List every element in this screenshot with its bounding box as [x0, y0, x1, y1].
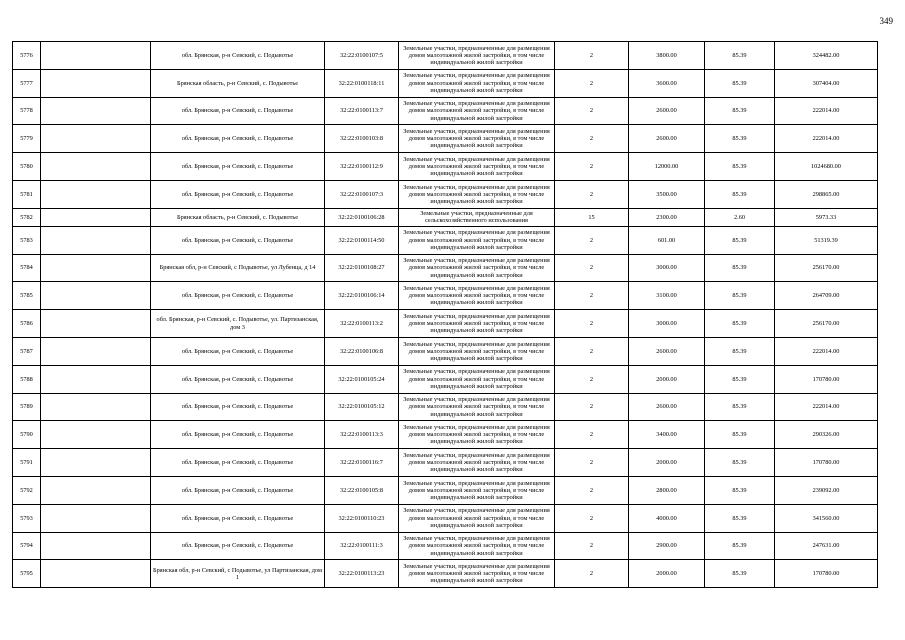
cell-land-purpose: Земельные участки, предназначенные для размещения домов малоэтажной жилой застройки, в том числе индивидуальной жилой застройки	[399, 226, 555, 254]
cell-empty	[41, 125, 151, 153]
cell-rate: 85.39	[705, 560, 775, 588]
cell-cadastral-value: 51319.39	[775, 226, 878, 254]
table-row	[13, 208, 878, 226]
cell-rate: 85.39	[705, 254, 775, 282]
cell-number: 5795	[13, 560, 41, 588]
cell-group-code: 2	[555, 310, 629, 338]
table-row	[13, 310, 878, 338]
cell-rate: 85.39	[705, 449, 775, 477]
cell-land-purpose: Земельные участки, предназначенные для размещения домов малоэтажной жилой застройки, в том числе индивидуальной жилой застройки	[399, 125, 555, 153]
table-row	[13, 532, 878, 560]
cell-address: обл. Брянская, р-н Севский, с. Подывотье	[151, 449, 325, 477]
cell-cadastral-value: 222014.00	[775, 97, 878, 125]
table-row	[13, 226, 878, 254]
cell-number: 5779	[13, 125, 41, 153]
table-row	[13, 254, 878, 282]
cell-land-purpose: Земельные участки, предназначенные для размещения домов малоэтажной жилой застройки, в том числе индивидуальной жилой застройки	[399, 504, 555, 532]
cell-cadastral-value: 239092.00	[775, 476, 878, 504]
cell-number: 5791	[13, 449, 41, 477]
cell-empty	[41, 97, 151, 125]
cell-address: Брянская область, р-н Севский, с. Подывотье	[151, 208, 325, 226]
table-row	[13, 365, 878, 393]
cell-empty	[41, 476, 151, 504]
cell-area: 3000.00	[629, 310, 705, 338]
land-registry-table	[12, 41, 878, 588]
cell-cadastral-value: 341560.00	[775, 504, 878, 532]
cell-rate: 85.39	[705, 421, 775, 449]
cell-address: обл. Брянская, р-н Севский, с. Подывотье	[151, 153, 325, 181]
cell-land-purpose: Земельные участки, предназначенные для сельскохозяйственного использования	[399, 208, 555, 226]
page-number: 349	[879, 16, 893, 26]
cell-cadastral-value: 324482.00	[775, 42, 878, 70]
cell-address: Брянская обл, р-н Севский, с Подывотье, ул Партизанская, дом 1	[151, 560, 325, 588]
cell-land-purpose: Земельные участки, предназначенные для размещения домов малоэтажной жилой застройки, в том числе индивидуальной жилой застройки	[399, 282, 555, 310]
cell-land-purpose: Земельные участки, предназначенные для размещения домов малоэтажной жилой застройки, в том числе индивидуальной жилой застройки	[399, 476, 555, 504]
cell-rate: 85.39	[705, 337, 775, 365]
cell-rate: 85.39	[705, 97, 775, 125]
cell-area: 2000.00	[629, 449, 705, 477]
cell-group-code: 2	[555, 560, 629, 588]
cell-address: обл. Брянская, р-н Севский, с. Подывотье	[151, 226, 325, 254]
cell-land-purpose: Земельные участки, предназначенные для размещения домов малоэтажной жилой застройки, в том числе индивидуальной жилой застройки	[399, 421, 555, 449]
table-row	[13, 337, 878, 365]
cell-area: 2600.00	[629, 337, 705, 365]
cell-area: 2600.00	[629, 97, 705, 125]
cell-group-code: 2	[555, 42, 629, 70]
cell-rate: 85.39	[705, 180, 775, 208]
cell-number: 5789	[13, 393, 41, 421]
cell-address: обл. Брянская, р-н Севский, с. Подывотье	[151, 337, 325, 365]
cell-land-purpose: Земельные участки, предназначенные для размещения домов малоэтажной жилой застройки, в том числе индивидуальной жилой застройки	[399, 69, 555, 97]
cell-cadastral-number: 32:22:0100114:50	[325, 226, 399, 254]
table-row	[13, 69, 878, 97]
cell-area: 2600.00	[629, 393, 705, 421]
cell-address: обл. Брянская, р-н Севский, с. Подывотье	[151, 476, 325, 504]
cell-empty	[41, 560, 151, 588]
cell-group-code: 2	[555, 69, 629, 97]
cell-cadastral-number: 32:22:0100106:8	[325, 337, 399, 365]
cell-rate: 85.39	[705, 310, 775, 338]
cell-empty	[41, 180, 151, 208]
cell-address: Брянская область, р-н Севский, с. Подывотье	[151, 69, 325, 97]
cell-empty	[41, 254, 151, 282]
cell-empty	[41, 449, 151, 477]
cell-area: 2900.00	[629, 532, 705, 560]
cell-group-code: 2	[555, 125, 629, 153]
table-row	[13, 449, 878, 477]
cell-address: обл. Брянская, р-н Севский, с. Подывотье	[151, 125, 325, 153]
cell-empty	[41, 69, 151, 97]
table-row	[13, 180, 878, 208]
cell-number: 5792	[13, 476, 41, 504]
table-row	[13, 97, 878, 125]
cell-group-code: 2	[555, 153, 629, 181]
cell-rate: 85.39	[705, 532, 775, 560]
cell-cadastral-number: 32:22:0100105:12	[325, 393, 399, 421]
cell-group-code: 2	[555, 449, 629, 477]
cell-cadastral-value: 307404.00	[775, 69, 878, 97]
cell-cadastral-value: 170780.00	[775, 449, 878, 477]
cell-rate: 85.39	[705, 393, 775, 421]
cell-cadastral-value: 222014.00	[775, 393, 878, 421]
cell-empty	[41, 282, 151, 310]
cell-area: 2000.00	[629, 560, 705, 588]
cell-cadastral-number: 32:22:0100108:27	[325, 254, 399, 282]
cell-land-purpose: Земельные участки, предназначенные для размещения домов малоэтажной жилой застройки, в том числе индивидуальной жилой застройки	[399, 42, 555, 70]
cell-cadastral-value: 256170.00	[775, 310, 878, 338]
cell-cadastral-number: 32:22:0100113:23	[325, 560, 399, 588]
cell-area: 12000.00	[629, 153, 705, 181]
cell-group-code: 2	[555, 421, 629, 449]
table-row	[13, 393, 878, 421]
cell-cadastral-value: 222014.00	[775, 125, 878, 153]
cell-group-code: 2	[555, 226, 629, 254]
cell-empty	[41, 337, 151, 365]
cell-cadastral-value: 247631.00	[775, 532, 878, 560]
cell-number: 5782	[13, 208, 41, 226]
cell-address: обл. Брянская, р-н Севский, с. Подывотье	[151, 532, 325, 560]
cell-number: 5785	[13, 282, 41, 310]
cell-number: 5784	[13, 254, 41, 282]
cell-empty	[41, 208, 151, 226]
cell-land-purpose: Земельные участки, предназначенные для размещения домов малоэтажной жилой застройки, в том числе индивидуальной жилой застройки	[399, 337, 555, 365]
cell-address: обл. Брянская, р-н Севский, с. Подывотье	[151, 42, 325, 70]
cell-cadastral-number: 32:22:0100107:5	[325, 42, 399, 70]
cell-land-purpose: Земельные участки, предназначенные для размещения домов малоэтажной жилой застройки, в том числе индивидуальной жилой застройки	[399, 310, 555, 338]
cell-cadastral-value: 170780.00	[775, 560, 878, 588]
cell-number: 5781	[13, 180, 41, 208]
cell-cadastral-number: 32:22:0100113:3	[325, 421, 399, 449]
cell-number: 5783	[13, 226, 41, 254]
cell-empty	[41, 153, 151, 181]
cell-group-code: 2	[555, 393, 629, 421]
cell-land-purpose: Земельные участки, предназначенные для размещения домов малоэтажной жилой застройки, в том числе индивидуальной жилой застройки	[399, 560, 555, 588]
cell-cadastral-number: 32:22:0100113:2	[325, 310, 399, 338]
cell-area: 601.00	[629, 226, 705, 254]
cell-empty	[41, 393, 151, 421]
cell-area: 2000.00	[629, 365, 705, 393]
table-row	[13, 504, 878, 532]
cell-number: 5788	[13, 365, 41, 393]
cell-rate: 85.39	[705, 282, 775, 310]
cell-area: 3000.00	[629, 254, 705, 282]
cell-group-code: 2	[555, 337, 629, 365]
cell-empty	[41, 226, 151, 254]
cell-cadastral-number: 32:22:0100116:7	[325, 449, 399, 477]
cell-area: 3500.00	[629, 180, 705, 208]
cell-group-code: 2	[555, 254, 629, 282]
cell-cadastral-number: 32:22:0100118:11	[325, 69, 399, 97]
cell-number: 5790	[13, 421, 41, 449]
cell-rate: 85.39	[705, 125, 775, 153]
cell-rate: 85.39	[705, 504, 775, 532]
cell-address: обл. Брянская, р-н Севский, с. Подывотье	[151, 282, 325, 310]
cell-group-code: 2	[555, 97, 629, 125]
cell-number: 5776	[13, 42, 41, 70]
cell-cadastral-value: 1024680.00	[775, 153, 878, 181]
cell-area: 4000.00	[629, 504, 705, 532]
cell-number: 5780	[13, 153, 41, 181]
cell-land-purpose: Земельные участки, предназначенные для размещения домов малоэтажной жилой застройки, в том числе индивидуальной жилой застройки	[399, 97, 555, 125]
cell-land-purpose: Земельные участки, предназначенные для размещения домов малоэтажной жилой застройки, в том числе индивидуальной жилой застройки	[399, 365, 555, 393]
cell-cadastral-number: 32:22:0100111:3	[325, 532, 399, 560]
cell-group-code: 2	[555, 365, 629, 393]
cell-number: 5793	[13, 504, 41, 532]
cell-rate: 85.39	[705, 69, 775, 97]
cell-group-code: 2	[555, 504, 629, 532]
cell-empty	[41, 504, 151, 532]
cell-land-purpose: Земельные участки, предназначенные для размещения домов малоэтажной жилой застройки, в том числе индивидуальной жилой застройки	[399, 393, 555, 421]
cell-empty	[41, 365, 151, 393]
cell-address: обл. Брянская, р-н Севский, с. Подывотье	[151, 180, 325, 208]
cell-cadastral-number: 32:22:0100112:9	[325, 153, 399, 181]
cell-address: обл. Брянская, р-н Севский, с. Подывотье	[151, 97, 325, 125]
cell-cadastral-value: 170780.00	[775, 365, 878, 393]
table-row	[13, 282, 878, 310]
table-row	[13, 153, 878, 181]
cell-cadastral-value: 222014.00	[775, 337, 878, 365]
cell-empty	[41, 42, 151, 70]
cell-address: обл. Брянская, р-н Севский, с. Подывотье	[151, 504, 325, 532]
cell-land-purpose: Земельные участки, предназначенные для размещения домов малоэтажной жилой застройки, в том числе индивидуальной жилой застройки	[399, 532, 555, 560]
cell-area: 3100.00	[629, 282, 705, 310]
cell-cadastral-value: 264709.00	[775, 282, 878, 310]
cell-number: 5778	[13, 97, 41, 125]
cell-area: 2600.00	[629, 125, 705, 153]
cell-cadastral-number: 32:22:0100105:24	[325, 365, 399, 393]
cell-number: 5794	[13, 532, 41, 560]
cell-cadastral-number: 32:22:0100106:28	[325, 208, 399, 226]
cell-land-purpose: Земельные участки, предназначенные для размещения домов малоэтажной жилой застройки, в том числе индивидуальной жилой застройки	[399, 153, 555, 181]
cell-address: обл. Брянская, р-н Севский, с. Подывотье	[151, 365, 325, 393]
cell-cadastral-value: 5973.33	[775, 208, 878, 226]
cell-empty	[41, 421, 151, 449]
cell-land-purpose: Земельные участки, предназначенные для размещения домов малоэтажной жилой застройки, в том числе индивидуальной жилой застройки	[399, 180, 555, 208]
cell-empty	[41, 310, 151, 338]
cell-rate: 85.39	[705, 226, 775, 254]
cell-cadastral-number: 32:22:0100110:23	[325, 504, 399, 532]
cell-rate: 85.39	[705, 153, 775, 181]
cell-land-purpose: Земельные участки, предназначенные для размещения домов малоэтажной жилой застройки, в том числе индивидуальной жилой застройки	[399, 449, 555, 477]
cell-cadastral-value: 298865.00	[775, 180, 878, 208]
cell-number: 5777	[13, 69, 41, 97]
cell-rate: 85.39	[705, 476, 775, 504]
cell-area: 3800.00	[629, 42, 705, 70]
cell-group-code: 2	[555, 282, 629, 310]
cell-cadastral-number: 32:22:0100106:14	[325, 282, 399, 310]
cell-group-code: 2	[555, 532, 629, 560]
cell-land-purpose: Земельные участки, предназначенные для размещения домов малоэтажной жилой застройки, в том числе индивидуальной жилой застройки	[399, 254, 555, 282]
table-row	[13, 560, 878, 588]
cell-address: обл. Брянская, р-н Севский, с. Подывотье	[151, 393, 325, 421]
cell-area: 2800.00	[629, 476, 705, 504]
cell-number: 5786	[13, 310, 41, 338]
cell-area: 3600.00	[629, 69, 705, 97]
table-row	[13, 125, 878, 153]
cell-cadastral-number: 32:22:0100105:8	[325, 476, 399, 504]
cell-area: 3400.00	[629, 421, 705, 449]
cell-cadastral-value: 290326.00	[775, 421, 878, 449]
cell-address: обл. Брянская, р-н Севский, с. Подывотье, ул. Партизанская, дом 3	[151, 310, 325, 338]
cell-group-code: 2	[555, 476, 629, 504]
table-row	[13, 42, 878, 70]
cell-cadastral-number: 32:22:0100103:8	[325, 125, 399, 153]
cell-rate: 85.39	[705, 42, 775, 70]
table-row	[13, 476, 878, 504]
cell-cadastral-number: 32:22:0100113:7	[325, 97, 399, 125]
cell-number: 5787	[13, 337, 41, 365]
cell-address: Брянская обл, р-н Севский, с Подывотье, ул Лубенца, д 14	[151, 254, 325, 282]
cell-address: обл. Брянская, р-н Севский, с. Подывотье	[151, 421, 325, 449]
cell-rate: 2.60	[705, 208, 775, 226]
cell-rate: 85.39	[705, 365, 775, 393]
cell-cadastral-value: 256170.00	[775, 254, 878, 282]
cell-area: 2300.00	[629, 208, 705, 226]
cell-group-code: 15	[555, 208, 629, 226]
cell-empty	[41, 532, 151, 560]
table-row	[13, 421, 878, 449]
cell-cadastral-number: 32:22:0100107:3	[325, 180, 399, 208]
cell-group-code: 2	[555, 180, 629, 208]
